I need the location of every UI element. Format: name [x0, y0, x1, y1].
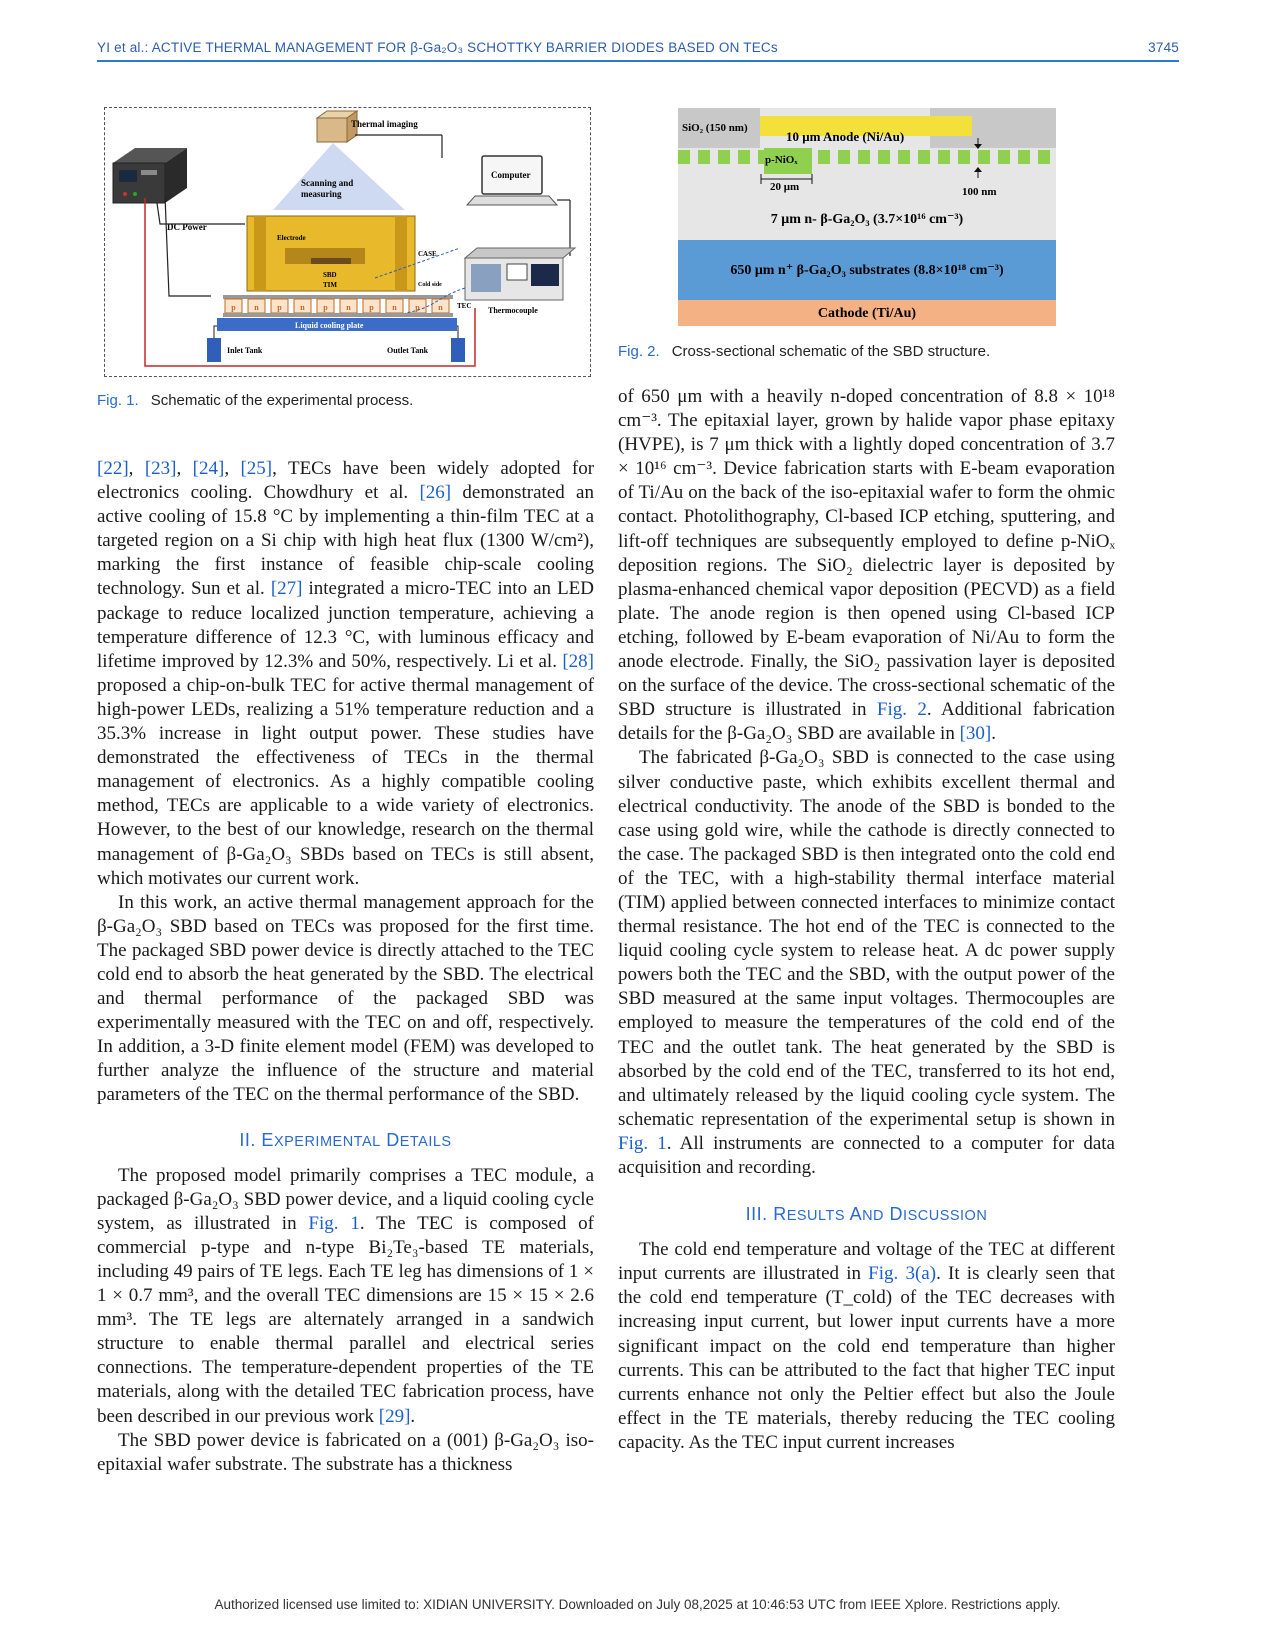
reference-link[interactable]: [24]: [192, 458, 225, 479]
label-sio2: SiO₂ (150 nm): [682, 122, 748, 134]
label-outlet-tank: Outlet Tank: [387, 346, 429, 355]
reference-link[interactable]: [22]: [97, 458, 129, 479]
tec-leg-label: n: [300, 303, 305, 312]
section-number: II.: [239, 1129, 256, 1150]
tec-leg-label: p: [277, 303, 282, 312]
p-nio-block: [978, 150, 990, 164]
label-cold-side: Cold side: [418, 282, 442, 288]
label-thickness-100: 100 nm: [962, 186, 997, 198]
reference-link[interactable]: [30]: [959, 723, 992, 745]
tec-leg-label: n: [346, 303, 351, 312]
label-scanning: Scanning and: [301, 178, 354, 188]
p-nio-block: [738, 150, 750, 164]
reference-link[interactable]: [28]: [562, 650, 594, 672]
section-title: EXPERIMENTAL DETAILS: [261, 1129, 452, 1150]
label-pnio: p-NiOₓ: [765, 154, 798, 166]
label-dc-power: DC Power: [167, 222, 207, 232]
label-tec: TEC: [457, 302, 472, 310]
outlet-tank-icon: [451, 338, 465, 362]
figure-2-diagram: [678, 108, 1056, 326]
figure-1-caption: [97, 392, 413, 409]
tec-leg-label: n: [438, 303, 443, 312]
license-footer: Authorized licensed use limited to: XIDIAN UNIVERSITY. Downloaded on July 08,2025 at 10:46:53 UTC from IEEE Xplore. Restrictions apply.: [214, 1597, 1061, 1612]
label-substrate: 650 μm n⁺ β-Ga₂O₃ substrates (8.8×10¹⁸ cm⁻³): [730, 263, 1004, 278]
label-measuring: measuring: [301, 189, 342, 199]
figure-2-caption: [618, 343, 990, 360]
label-width-20: 20 μm: [770, 181, 800, 193]
label-electrode: Electrode: [277, 234, 306, 242]
p-nio-block: [958, 150, 970, 164]
paragraph: The cold end temperature and voltage of the TEC at different input currents are illustrated in Fig. 3(a). It is clearly seen that the cold end temperature (T_cold) of the TEC decreases with increasing input current, but lower input currents have a more significant impact on the cold end temperature than higher currents. This can be attributed to the fact that higher TEC input currents enhance not only the Peltier effect but also the Joule effect in the TE materials, thereby reducing the TEC cooling capacity. As the TEC input current increases: [618, 1239, 1115, 1453]
p-nio-block: [878, 150, 890, 164]
thermocouple-meter-icon: [465, 248, 575, 300]
tec-leg-label: n: [392, 303, 397, 312]
section-title: RESULTS AND DISCUSSION: [773, 1204, 988, 1225]
tec-leg-label: p: [231, 303, 236, 312]
p-nio-block: [918, 150, 930, 164]
label-thermocouple: Thermocouple: [488, 306, 538, 315]
reference-link[interactable]: Fig. 3(a): [868, 1263, 937, 1285]
p-nio-block: [718, 150, 730, 164]
right-column: [618, 385, 1115, 1455]
p-nio-block: [1038, 150, 1050, 164]
figure-2-label: Fig. 2.: [618, 343, 660, 360]
reference-link[interactable]: Fig. 1: [308, 1212, 360, 1234]
label-liquid-cooling-plate: Liquid cooling plate: [295, 321, 364, 330]
section-heading-3: [618, 1202, 1115, 1228]
p-nio-block: [698, 150, 710, 164]
running-title: YI et al.: ACTIVE THERMAL MANAGEMENT FOR β-Ga₂O₃ SCHOTTKY BARRIER DIODES BASED ON TECs: [97, 40, 778, 55]
label-computer: Computer: [491, 170, 531, 180]
tec-leg-label: n: [254, 303, 259, 312]
dc-power-supply-icon: [113, 148, 187, 203]
reference-link[interactable]: [25]: [240, 458, 273, 479]
p-nio-block: [998, 150, 1010, 164]
running-header: [97, 38, 1179, 62]
reference-link[interactable]: [27]: [270, 578, 303, 600]
tec-leg-label: p: [323, 303, 328, 312]
page-number: 3745: [1148, 40, 1179, 55]
p-nio-block: [938, 150, 950, 164]
p-nio-block: [1018, 150, 1030, 164]
figure-1-label: Fig. 1.: [97, 392, 139, 409]
tec-leg-label: p: [369, 303, 374, 312]
laptop-icon: [467, 156, 557, 205]
scanning-beam: [273, 143, 405, 210]
figure-2: [678, 108, 1056, 326]
tec-legs: [225, 299, 449, 313]
reference-link[interactable]: Fig. 1: [618, 1132, 667, 1154]
section-number: III.: [745, 1204, 768, 1225]
figure-1-diagram: [105, 108, 590, 376]
label-tim: TIM: [323, 281, 337, 289]
reference-link[interactable]: [23]: [144, 458, 177, 479]
tec-leg-label: p: [415, 303, 420, 312]
left-column: [97, 457, 594, 1477]
paragraph: In this work, an active thermal management approach for the β-Ga₂O₃ SBD based on TECs was proposed for the first time. The packaged SBD power device is directly attached to the TEC cold end to absorb the heat generated by the SBD. The electrical and thermal performance of the packaged SBD was experimentally measured with the TEC on and off, respectively. In addition, a 3-D finite element model (FEM) was developed to further analyze the influence of the structure and material parameters of the TEC on the thermal performance of the SBD.: [97, 891, 594, 1106]
reference-link[interactable]: Fig. 2: [876, 699, 927, 721]
paragraph: [22], [23], [24], [25], TECs have been widely adopted for electronics cooling. Chowdhury et al. [26] demonstrated an active cooling of 15.8 °C by implementing a thin-film TEC at a targeted region on a Si chip with high heat flux (1300 W/cm²), marking the first instance of feasible chip-scale cooling technology. Sun et al. [27] integrated a micro-TEC into an LED package to reduce localized junction temperature, achieving a temperature difference of 12.3 °C, with luminous efficacy and lifetime improved by 12.3% and 50%, respectively. Li et al. [28] proposed a chip-on-bulk TEC for active thermal management of high-power LEDs, realizing a 51% temperature reduction and a 35.3% increase in light output power. These studies have demonstrated the effectiveness of TECs in the thermal management of electronics. As a highly compatible cooling method, TECs are applicable to a wide variety of electronics. However, to the best of our knowledge, research on the thermal management of β-Ga₂O₃ SBDs based on TECs is still absent, which motivates our current work.: [97, 458, 595, 889]
reference-link[interactable]: [29]: [378, 1405, 411, 1427]
p-nio-block: [898, 150, 910, 164]
p-nio-block: [858, 150, 870, 164]
label-case: CASE: [418, 250, 437, 258]
section-heading-2: [97, 1128, 594, 1154]
figure-1-caption-text: Schematic of the experimental process.: [150, 392, 414, 409]
label-cathode: Cathode (Ti/Au): [817, 306, 917, 321]
header-rule: [97, 60, 1179, 62]
paragraph: The fabricated β-Ga₂O₃ SBD is connected to the case using silver conductive paste, which exhibits excellent thermal and electrical conductivity. The anode of the SBD is bonded to the case using gold wire, while the cathode is directly connected to the case. The packaged SBD is then integrated onto the cold end of the TEC, with a high-stability thermal interface material (TIM) applied between connected interfaces to minimize contact thermal resistance. The hot end of the TEC is connected to the liquid cooling cycle system to release heat. A dc power supply powers both the TEC and the SBD, with the output power of the SBD measured at the same input voltages. Thermocouples are employed to measure the temperatures of the cold end of the TEC and the outlet tank. The heat generated by the SBD is absorbed by the cold end of the TEC, transferred to its hot end, and ultimately released by the liquid cooling cycle system. The schematic representation of the experimental setup is shown in Fig. 1. All instruments are connected to a computer for data acquisition and recording.: [618, 747, 1115, 1178]
paragraph: of 650 μm with a heavily n-doped concentration of 8.8 × 10¹⁸ cm⁻³. The epitaxial layer, grown by halide vapor phase epitaxy (HVPE), is 7 μm thick with a lightly doped concentration of 3.7 × 10¹⁶ cm⁻³. Device fabrication starts with E-beam evaporation of Ti/Au on the back of the iso-epitaxial wafer to form the ohmic contact. Photolithography, Cl-based ICP etching, sputtering, and lift-off techniques are subsequently employed to define p-NiOₓ deposition regions. The SiO₂ dielectric layer is deposited by plasma-enhanced chemical vapor deposition (PECVD) as a field plate. The anode region is then opened using Cl-based ICP etching, followed by E-beam evaporation of Ni/Au to form the anode electrode. Finally, the SiO₂ passivation layer is deposited on the surface of the device. The cross-sectional schematic of the SBD structure is illustrated in Fig. 2. Additional fabrication details for the β-Ga₂O₃ SBD are available in [30].: [618, 386, 1115, 745]
label-anode: 10 μm Anode (Ni/Au): [786, 129, 905, 144]
p-nio-block: [838, 150, 850, 164]
figure-1: [104, 107, 591, 377]
label-thermal-imaging: Thermal imaging: [351, 119, 418, 129]
paragraph: The SBD power device is fabricated on a (001) β-Ga₂O₃ iso-epitaxial wafer substrate. The substrate has a thickness: [97, 1429, 594, 1475]
figure-2-caption-text: Cross-sectional schematic of the SBD structure.: [671, 343, 991, 360]
p-nio-block: [818, 150, 830, 164]
label-inlet-tank: Inlet Tank: [227, 346, 263, 355]
reference-link[interactable]: [26]: [419, 482, 452, 504]
paragraph: The proposed model primarily comprises a TEC module, a packaged β-Ga₂O₃ SBD power device, and a liquid cooling cycle system, as illustrated in Fig. 1. The TEC is composed of commercial p-type and n-type Bi₂Te₃-based TE materials, including 49 pairs of TE legs. Each TE leg has dimensions of 1 × 1 × 0.7 mm³, and the overall TEC dimensions are 15 × 15 × 2.6 mm³. The TE legs are alternately arranged in a sandwich structure to enable thermal parallel and electrical series connections. The temperature-dependent properties of the TE materials, along with the detailed TEC fabrication process, have been described in our previous work [29].: [97, 1164, 594, 1427]
inlet-tank-icon: [207, 338, 221, 362]
p-nio-block: [678, 150, 690, 164]
label-sbd: SBD: [323, 271, 337, 279]
label-epi-layer: 7 μm n- β-Ga₂O₃ (3.7×10¹⁶ cm⁻³): [770, 212, 964, 227]
